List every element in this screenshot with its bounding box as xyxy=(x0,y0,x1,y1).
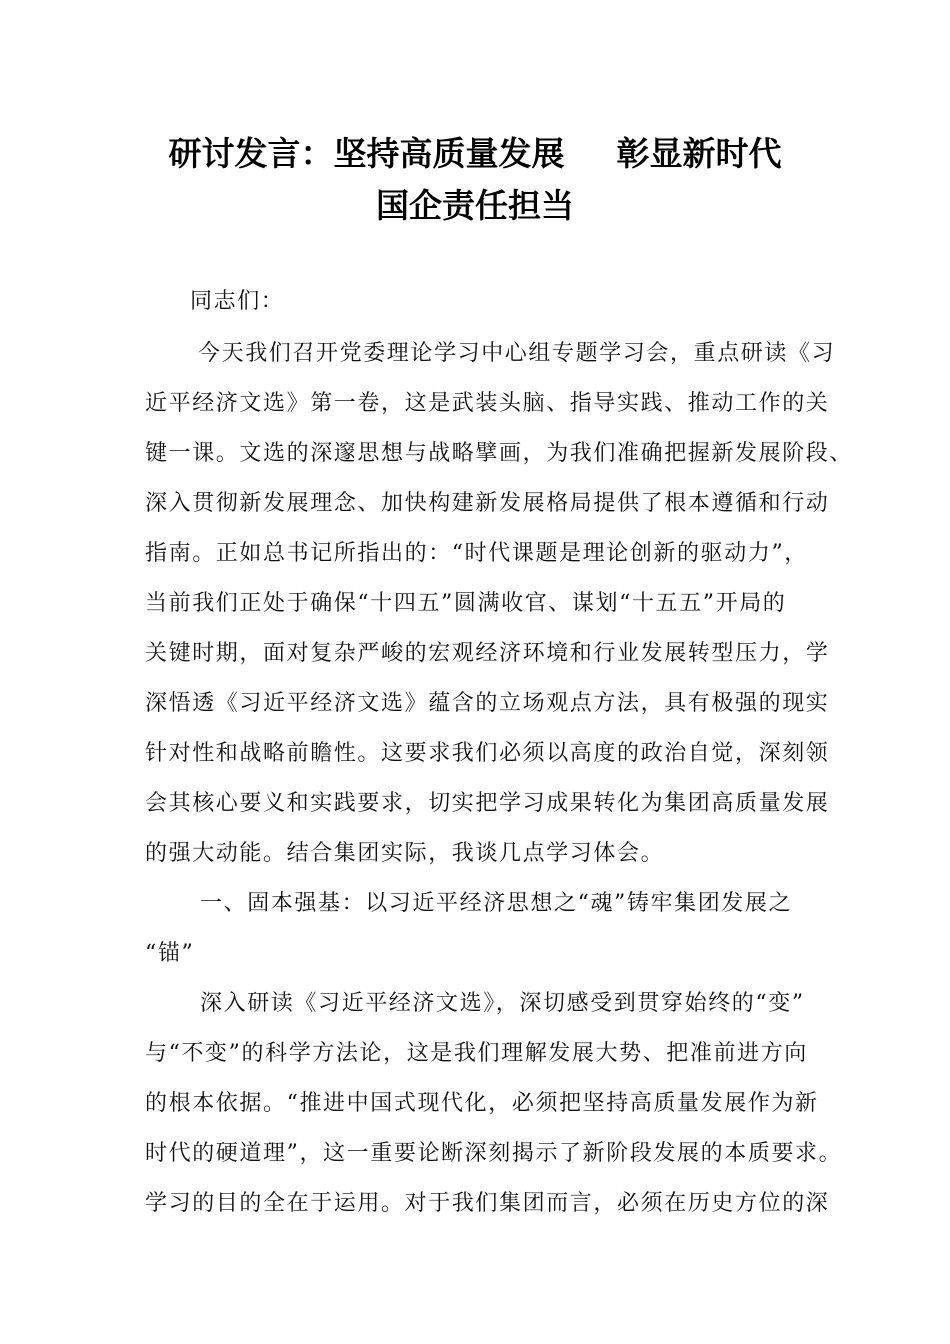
paragraph-line: 针对性和战略前瞻性。这要求我们必须以高度的政治自觉，深刻领 xyxy=(145,741,830,766)
title-sub-text: 彰显新时代 xyxy=(616,134,782,173)
paragraph-line: 深入研读《习近平经济文选》，深切感受到贯穿始终的“变” xyxy=(200,991,805,1016)
salutation: 同志们： xyxy=(190,289,285,314)
paragraph-line: 深入贯彻新发展理念、加快构建新发展格局提供了根本遵循和行动 xyxy=(145,491,830,516)
section-heading: 一、固本强基：以习近平经济思想之“魂”铸牢集团发展之 xyxy=(200,891,793,916)
paragraph-line: 当前我们正处于确保“十四五”圆满收官、谋划“十五五”开局的 xyxy=(145,591,787,616)
paragraph-line: 的根本依据。“推进中国式现代化，必须把坚持高质量发展作为新 xyxy=(145,1091,819,1116)
paragraph-line: 与“不变”的科学方法论，这是我们理解发展大势、把准前进方向 xyxy=(145,1041,808,1066)
paragraph-line: 深悟透《习近平经济文选》蕴含的立场观点方法，具有极强的现实 xyxy=(145,691,830,716)
title-main-text: 研讨发言：坚持高质量发展 xyxy=(168,134,565,173)
section-heading-continuation: “锚” xyxy=(145,941,195,966)
document-title-line-1 xyxy=(100,134,850,174)
paragraph-line: 键一课。文选的深邃思想与战略擘画，为我们准确把握新发展阶段、 xyxy=(145,441,854,466)
paragraph-line: 时代的硬道理”，这一重要论断深刻揭示了新阶段发展的本质要求。 xyxy=(145,1141,843,1166)
paragraph-line: 今天我们召开党委理论学习中心组专题学习会，重点研读《习 xyxy=(198,341,836,366)
paragraph-line: 的强大动能。结合集团实际，我谈几点学习体会。 xyxy=(145,841,665,866)
paragraph-line: 学习的目的全在于运用。对于我们集团而言，必须在历史方位的深 xyxy=(145,1191,830,1216)
paragraph-line: 近平经济文选》第一卷，这是武装头脑、指导实践、推动工作的关 xyxy=(145,391,830,416)
paragraph-line: 关键时期，面对复杂严峻的宏观经济环境和行业发展转型压力，学 xyxy=(145,641,830,666)
paragraph-line: 会其核心要义和实践要求，切实把学习成果转化为集团高质量发展 xyxy=(145,791,830,816)
document-title-line-2: 国企责任担当 xyxy=(376,186,574,225)
paragraph-line: 指南。正如总书记所指出的：“时代课题是理论创新的驱动力”， xyxy=(145,541,808,566)
